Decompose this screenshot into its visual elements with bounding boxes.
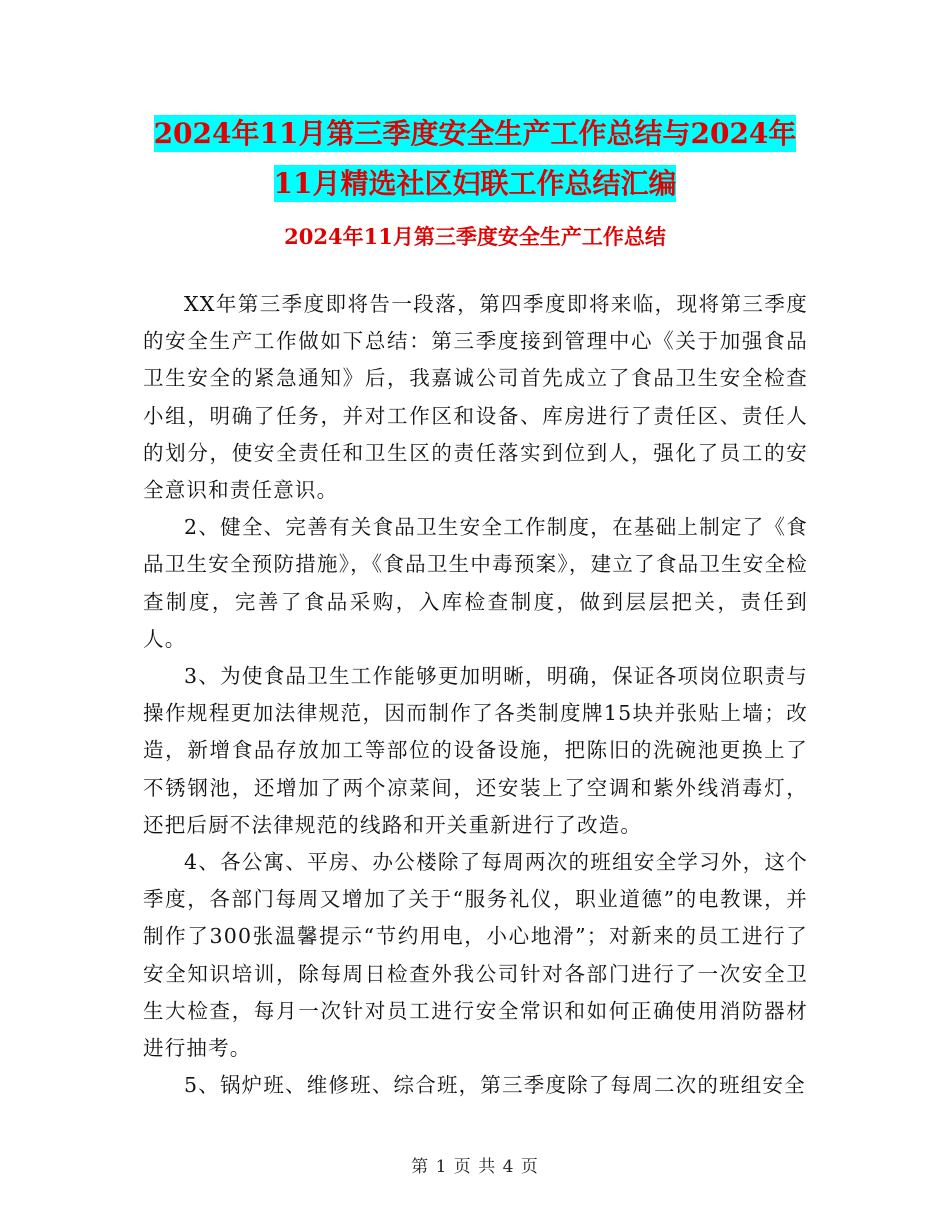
document-title-text: 2024年11月第三季度安全生产工作总结与2024年11月精选社区妇联工作总结汇编 [153,117,797,200]
document-body [143,286,808,1104]
paragraph: 3、为使食品卫生工作能够更加明晰，明确，保证各项岗位职责与操作规程更加法律规范，因而制作了各类制度牌15块并张贴上墙；改造，新增食品存放加工等部位的设备设施，把陈旧的洗碗池更换上了不锈钢池，还增加了两个凉菜间，还安装上了空调和紫外线消毒灯，还把后厨不法律规范的线路和开关重新进行了改造。 [143,664,808,837]
section-title: 2024年11月第三季度安全生产工作总结 [284,224,666,249]
paragraph: XX年第三季度即将告一段落，第四季度即将来临，现将第三季度的安全生产工作做如下总结：第三季度接到管理中心《关于加强食品卫生安全的紧急通知》后，我嘉诚公司首先成立了食品卫生安全检查小组，明确了任务，并对工作区和设备、库房进行了责任区、责任人的划分，使安全责任和卫生区的责任落实到位到人，强化了员工的安全意识和责任意识。 [143,292,808,503]
paragraph: 4、各公寓、平房、办公楼除了每周两次的班组安全学习外，这个季度，各部门每周又增加了关于“服务礼仪，职业道德”的电教课，并制作了300张温馨提示“节约用电，小心地滑”；对新来的员工进行了安全知识培训，除每周日检查外我公司针对各部门进行了一次安全卫生大检查，每月一次针对员工进行安全常识和如何正确使用消防器材进行抽考。 [143,850,808,1061]
paragraph: 2、健全、完善有关食品卫生安全工作制度，在基础上制定了《食品卫生安全预防措施》，《食品卫生中毒预案》，建立了食品卫生安全检查制度，完善了食品采购，入库检查制度，做到层层把关，责任到人。 [143,515,808,651]
page-footer: 第 1 页 共 4 页 [411,1157,539,1177]
paragraph: 5、锅炉班、维修班、综合班，第三季度除了每周二次的班组安全 [184,1073,806,1098]
document-title [140,109,810,209]
